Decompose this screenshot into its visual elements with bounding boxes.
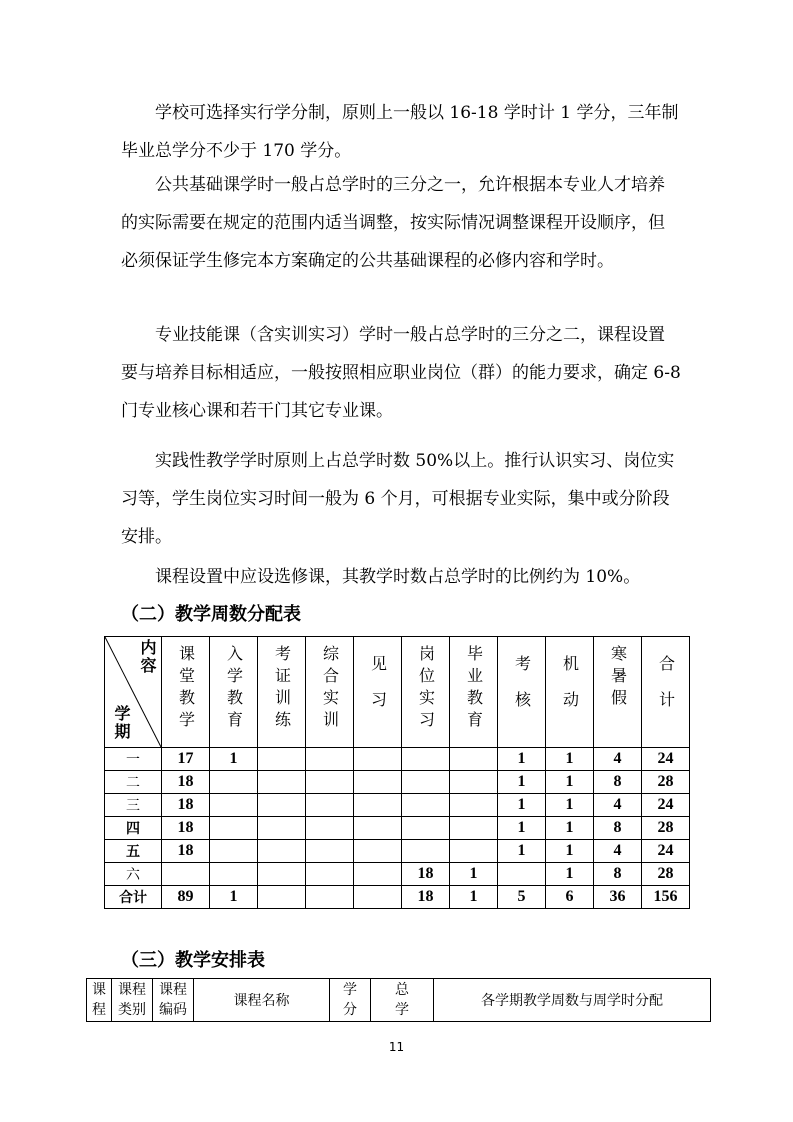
table-cell xyxy=(210,840,258,863)
term-cell: 三 xyxy=(105,794,162,817)
table-row xyxy=(105,840,690,863)
header-total: 合计 xyxy=(642,637,690,748)
table-cell: 18 xyxy=(402,863,450,886)
table-cell xyxy=(354,886,402,909)
term-cell: 一 xyxy=(105,748,162,771)
header-comprehensive-training: 综合实训 xyxy=(306,637,354,748)
table-cell xyxy=(210,817,258,840)
table-cell xyxy=(306,863,354,886)
table-cell xyxy=(306,771,354,794)
table-cell: 28 xyxy=(642,817,690,840)
table-row xyxy=(105,886,690,909)
table-cell xyxy=(450,840,498,863)
table-cell: 17 xyxy=(162,748,210,771)
table-cell: 1 xyxy=(210,886,258,909)
table-cell xyxy=(258,748,306,771)
term-cell: 二 xyxy=(105,771,162,794)
term-cell: 五 xyxy=(105,840,162,863)
table-cell: 1 xyxy=(546,817,594,840)
table-cell xyxy=(402,840,450,863)
table-header-row xyxy=(87,979,711,1022)
table-cell: 18 xyxy=(162,840,210,863)
table-cell xyxy=(354,840,402,863)
table-cell: 4 xyxy=(594,794,642,817)
table-cell xyxy=(402,794,450,817)
table-cell xyxy=(450,771,498,794)
table-cell xyxy=(450,817,498,840)
table-cell: 1 xyxy=(546,771,594,794)
table-cell: 1 xyxy=(210,748,258,771)
section-title-arrangement: （三）教学安排表 xyxy=(121,950,265,971)
table-cell: 156 xyxy=(642,886,690,909)
table-cell: 18 xyxy=(162,817,210,840)
table-cell xyxy=(258,794,306,817)
table-cell: 1 xyxy=(498,748,546,771)
header-course-name: 课程名称 xyxy=(194,979,330,1022)
table-header-row xyxy=(105,637,690,748)
table-cell xyxy=(210,794,258,817)
table-cell: 8 xyxy=(594,863,642,886)
table-cell: 4 xyxy=(594,748,642,771)
header-internship: 岗位实习 xyxy=(402,637,450,748)
section-title-weeks: （二）教学周数分配表 xyxy=(121,604,301,625)
table-cell xyxy=(402,817,450,840)
table-cell: 1 xyxy=(450,863,498,886)
table-row xyxy=(105,817,690,840)
table-cell: 18 xyxy=(402,886,450,909)
header-category: 课程 类别 xyxy=(112,979,153,1022)
table-cell: 1 xyxy=(450,886,498,909)
table-cell xyxy=(402,771,450,794)
header-course: 课 程 xyxy=(87,979,112,1022)
table-cell: 1 xyxy=(546,748,594,771)
header-orientation: 入学教育 xyxy=(210,637,258,748)
corner-bottom-label: 学期 xyxy=(112,705,131,741)
corner-header-cell xyxy=(105,637,162,748)
table-cell xyxy=(354,748,402,771)
paragraph-electives: 课程设置中应设选修课，其教学时数占总学时的比例约为 10%。 xyxy=(155,567,641,587)
table-cell: 28 xyxy=(642,771,690,794)
table-cell: 36 xyxy=(594,886,642,909)
table-cell xyxy=(258,817,306,840)
paragraph-professional-courses: 专业技能课（含实训实习）学时一般占总学时的三分之二，课程设置要与培养目标相适应，一般按照相应职业岗位（群）的能力要求，确定 6-8 门专业核心课和若干门其它专业课。 xyxy=(121,325,681,421)
table-cell: 6 xyxy=(546,886,594,909)
table-cell: 8 xyxy=(594,771,642,794)
table-cell: 1 xyxy=(498,840,546,863)
table-cell xyxy=(402,748,450,771)
header-code: 课程 编码 xyxy=(153,979,194,1022)
table-cell: 1 xyxy=(546,794,594,817)
table-cell: 89 xyxy=(162,886,210,909)
table-cell: 24 xyxy=(642,748,690,771)
header-vacation: 寒暑假 xyxy=(594,637,642,748)
table-cell xyxy=(258,840,306,863)
table-cell: 1 xyxy=(546,840,594,863)
arrangement-table xyxy=(86,978,711,1022)
table-cell: 1 xyxy=(546,863,594,886)
table-cell: 1 xyxy=(498,817,546,840)
header-credit: 学 分 xyxy=(330,979,371,1022)
header-graduation: 毕业教育 xyxy=(450,637,498,748)
table-cell: 1 xyxy=(498,771,546,794)
table-row xyxy=(105,794,690,817)
table-cell: 18 xyxy=(162,794,210,817)
paragraph-credit-system: 学校可选择实行学分制，原则上一般以 16-18 学时计 1 学分，三年制毕业总学分不少于 170 学分。 xyxy=(121,103,679,161)
term-cell: 六 xyxy=(105,863,162,886)
table-cell: 8 xyxy=(594,817,642,840)
table-cell xyxy=(306,817,354,840)
table-cell xyxy=(210,863,258,886)
table-cell xyxy=(210,771,258,794)
table-cell xyxy=(306,886,354,909)
table-row xyxy=(105,863,690,886)
weeks-distribution-table xyxy=(104,636,690,909)
term-cell: 四 xyxy=(105,817,162,840)
table-row xyxy=(105,771,690,794)
table-cell: 18 xyxy=(162,771,210,794)
table-cell: 4 xyxy=(594,840,642,863)
table-row xyxy=(105,748,690,771)
page-number: 11 xyxy=(388,1040,405,1054)
corner-top-label: 内容 xyxy=(138,639,157,675)
table-cell xyxy=(306,794,354,817)
table-cell xyxy=(162,863,210,886)
table-cell: 24 xyxy=(642,840,690,863)
table-cell xyxy=(450,748,498,771)
header-certificate-training: 考证训练 xyxy=(258,637,306,748)
table-cell: 5 xyxy=(498,886,546,909)
paragraph-practical-teaching: 实践性教学学时原则上占总学时数 50%以上。推行认识实习、岗位实习等，学生岗位实习时间一般为 6 个月，可根据专业实际，集中或分阶段安排。 xyxy=(121,451,675,547)
table-cell xyxy=(354,771,402,794)
table-cell xyxy=(354,794,402,817)
table-cell xyxy=(258,771,306,794)
table-cell xyxy=(258,886,306,909)
term-cell: 合计 xyxy=(105,886,162,909)
table-cell: 28 xyxy=(642,863,690,886)
table-cell xyxy=(498,863,546,886)
table-cell xyxy=(354,863,402,886)
paragraph-public-courses: 公共基础课学时一般占总学时的三分之一，允许根据本专业人才培养的实际需要在规定的范围内适当调整，按实际情况调整课程开设顺序，但必须保证学生修完本方案确定的公共基础课程的必修内容和学时。 xyxy=(121,175,665,271)
table-cell xyxy=(258,863,306,886)
header-classroom: 课堂教学 xyxy=(162,637,210,748)
table-cell xyxy=(450,794,498,817)
table-cell xyxy=(354,817,402,840)
table-cell: 24 xyxy=(642,794,690,817)
table-cell xyxy=(306,748,354,771)
header-observation: 见习 xyxy=(354,637,402,748)
header-total-hours: 总 学 xyxy=(371,979,434,1022)
header-distribution: 各学期教学周数与周学时分配 xyxy=(434,979,711,1022)
header-flexible: 机动 xyxy=(546,637,594,748)
header-assessment: 考核 xyxy=(498,637,546,748)
table-cell xyxy=(306,840,354,863)
table-cell: 1 xyxy=(498,794,546,817)
